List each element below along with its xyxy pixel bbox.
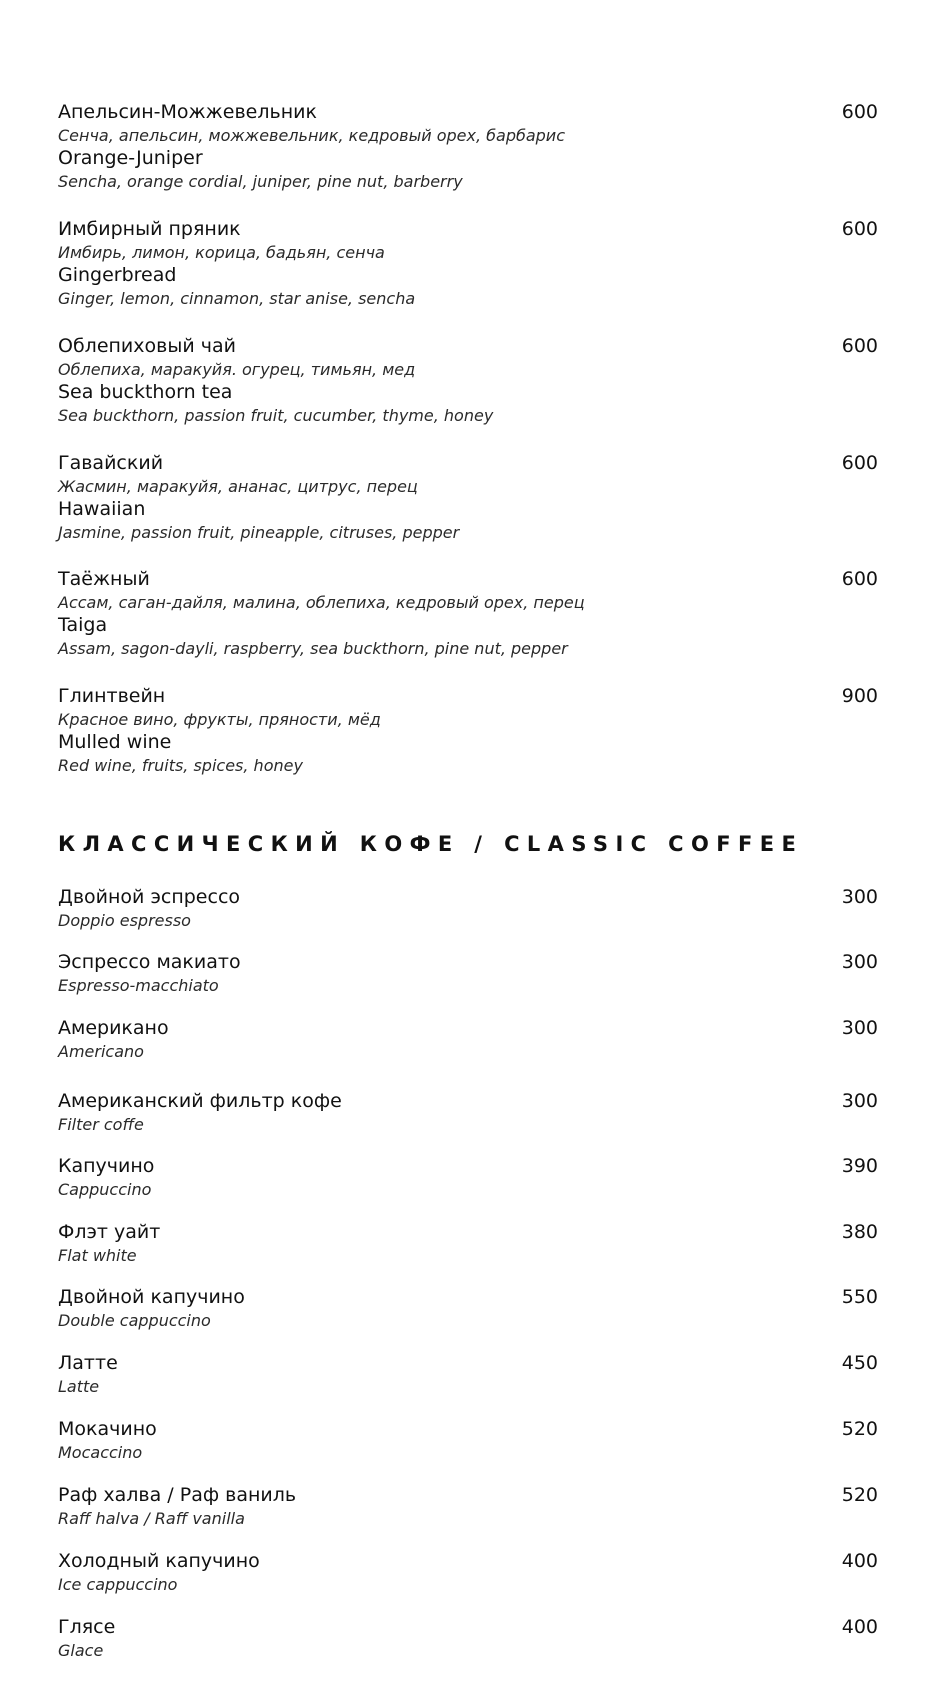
- menu-item-glace: [58, 1616, 878, 1662]
- item-description: Doppio espresso: [58, 911, 191, 930]
- item-name: Флэт уайт: [58, 1221, 161, 1243]
- item-description: Raff halva / Raff vanilla: [58, 1509, 245, 1528]
- item-name: Мокачино: [58, 1418, 157, 1440]
- section-heading-classic-coffee: КЛАССИЧЕСКИЙ КОФЕ / CLASSIC COFFEE: [58, 832, 804, 856]
- item-description: Ice cappuccino: [58, 1575, 178, 1594]
- item-price: 390: [841, 1155, 878, 1177]
- item-name-en: Taiga: [58, 614, 108, 636]
- item-name: Холодный капучино: [58, 1550, 260, 1572]
- item-name: Американский фильтр кофе: [58, 1090, 342, 1112]
- item-name-en: Gingerbread: [58, 264, 177, 286]
- menu-item-cappuccino: [58, 1155, 878, 1201]
- item-price: 520: [841, 1484, 878, 1506]
- item-price: 380: [841, 1221, 878, 1243]
- item-price: 900: [841, 685, 878, 707]
- item-name: Глясе: [58, 1616, 116, 1638]
- item-description: Latte: [58, 1377, 100, 1396]
- item-description: Mocaccino: [58, 1443, 143, 1462]
- item-price: 600: [841, 452, 878, 474]
- item-name-ru: Имбирный пряник: [58, 218, 241, 240]
- item-price: 550: [841, 1286, 878, 1308]
- item-description-en: Assam, sagon-dayli, raspberry, sea buckthorn, pine nut, pepper: [58, 639, 568, 658]
- menu-item-ice-cappuccino: [58, 1550, 878, 1596]
- menu-item-latte: [58, 1352, 878, 1398]
- menu-item-double-cappuccino: [58, 1286, 878, 1332]
- item-description: Glace: [58, 1641, 104, 1660]
- item-description-ru: Жасмин, маракуйя, ананас, цитрус, перец: [58, 477, 418, 496]
- item-price: 300: [841, 1090, 878, 1112]
- item-price: 400: [841, 1550, 878, 1572]
- item-description-ru: Облепиха, маракуйя. огурец, тимьян, мед: [58, 360, 416, 379]
- item-description-en: Sea buckthorn, passion fruit, cucumber, thyme, honey: [58, 406, 494, 425]
- menu-item-macchiato: [58, 951, 878, 997]
- item-name-en: Sea buckthorn tea: [58, 381, 233, 403]
- item-name-ru: Таёжный: [58, 568, 150, 590]
- item-price: 300: [841, 1017, 878, 1039]
- item-description-ru: Имбирь, лимон, корица, бадьян, сенча: [58, 243, 385, 262]
- item-name-ru: Облепиховый чай: [58, 335, 236, 357]
- item-description-ru: Ассам, саган-дайля, малина, облепиха, кедровый орех, перец: [58, 593, 585, 612]
- menu-item-filter-coffee: [58, 1090, 878, 1136]
- item-description: Flat white: [58, 1246, 137, 1265]
- item-price: 300: [841, 886, 878, 908]
- item-price: 450: [841, 1352, 878, 1374]
- item-description-en: Red wine, fruits, spices, honey: [58, 756, 303, 775]
- item-name: Эспрессо макиато: [58, 951, 241, 973]
- item-description: Filter coffe: [58, 1115, 144, 1134]
- item-name-en: Hawaiian: [58, 498, 146, 520]
- item-name-ru: Гавайский: [58, 452, 164, 474]
- item-price: 400: [841, 1616, 878, 1638]
- item-name-en: Orange-Juniper: [58, 147, 203, 169]
- item-price: 600: [841, 568, 878, 590]
- item-name: Раф халва / Раф ваниль: [58, 1484, 297, 1506]
- item-name: Латте: [58, 1352, 118, 1374]
- item-price: 600: [841, 335, 878, 357]
- menu-item-doppio: [58, 886, 878, 932]
- item-description-ru: Сенча, апельсин, можжевельник, кедровый орех, барбарис: [58, 126, 565, 145]
- menu-item-mocaccino: [58, 1418, 878, 1464]
- item-price: 600: [841, 101, 878, 123]
- item-name: Капучино: [58, 1155, 155, 1177]
- item-name-ru: Глинтвейн: [58, 685, 166, 707]
- menu-item-taiga: [58, 568, 878, 660]
- menu-item-raff: [58, 1484, 878, 1530]
- menu-item-orange-juniper: [58, 101, 878, 193]
- item-name: Двойной капучино: [58, 1286, 245, 1308]
- item-description: Cappuccino: [58, 1180, 152, 1199]
- item-price: 520: [841, 1418, 878, 1440]
- item-price: 600: [841, 218, 878, 240]
- item-name-en: Mulled wine: [58, 731, 172, 753]
- item-name: Двойной эспрессо: [58, 886, 241, 908]
- item-price: 300: [841, 951, 878, 973]
- menu-item-mulled-wine: [58, 685, 878, 777]
- item-description: Americano: [58, 1042, 144, 1061]
- item-name: Американо: [58, 1017, 169, 1039]
- menu-item-americano: [58, 1017, 878, 1063]
- item-description-en: Sencha, orange cordial, juniper, pine nut, barberry: [58, 172, 463, 191]
- item-description: Double cappuccino: [58, 1311, 211, 1330]
- menu-item-hawaiian: [58, 452, 878, 544]
- menu-item-sea-buckthorn-tea: [58, 335, 878, 427]
- item-description: Espresso-macchiato: [58, 976, 219, 995]
- item-description-en: Ginger, lemon, cinnamon, star anise, sencha: [58, 289, 416, 308]
- item-name-ru: Апельсин-Можжевельник: [58, 101, 317, 123]
- menu-item-gingerbread: [58, 218, 878, 310]
- item-description-en: Jasmine, passion fruit, pineapple, citruses, pepper: [58, 523, 460, 542]
- item-description-ru: Красное вино, фрукты, пряности, мёд: [58, 710, 381, 729]
- menu-item-flat-white: [58, 1221, 878, 1267]
